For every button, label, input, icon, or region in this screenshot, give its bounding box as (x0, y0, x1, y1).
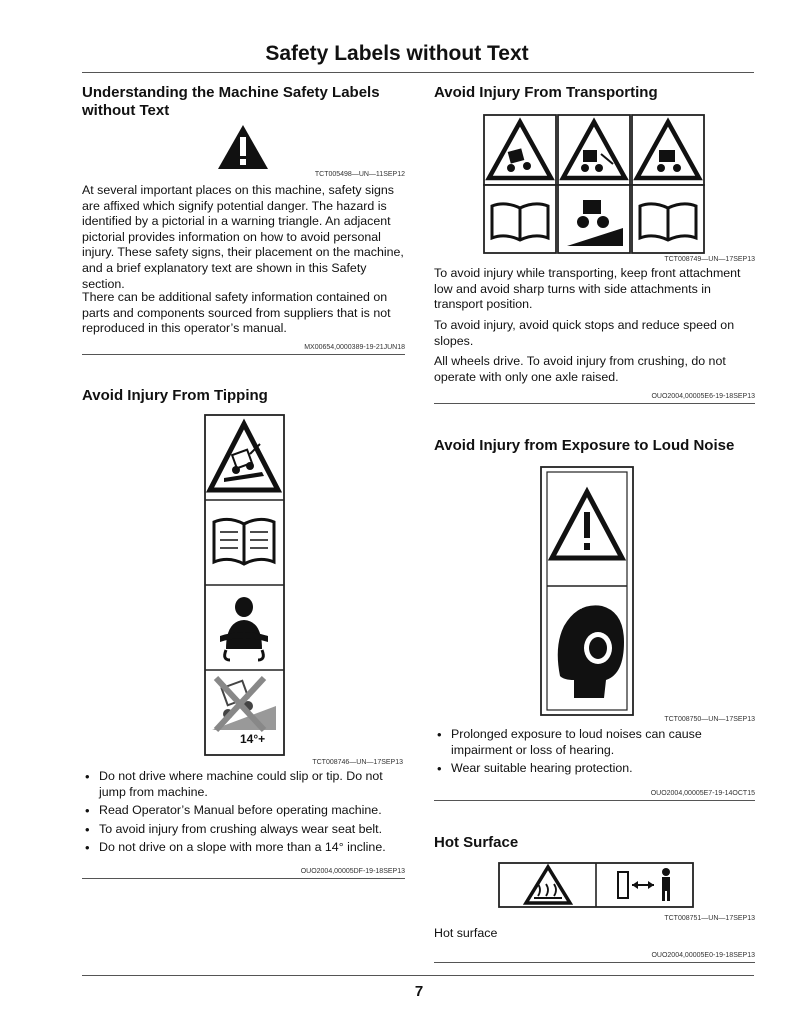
transporting-paragraph-3: All wheels drive. To avoid injury from crushing, do not operate with only one axle raised. (434, 354, 726, 384)
noise-figure-caption: TCT008750—UN—17SEP13 (664, 716, 755, 723)
list-item: • Wear suitable hearing protection. (434, 761, 759, 777)
noise-label-figure (540, 466, 634, 716)
hot-figure-caption: TCT008751—UN—17SEP13 (664, 915, 755, 922)
title-rule (82, 72, 754, 73)
tipping-label-figure (204, 414, 285, 756)
read-manual-icon (640, 204, 696, 240)
transporting-label-figure (483, 114, 705, 254)
read-manual-icon (492, 204, 548, 240)
tipping-rule (82, 878, 405, 879)
noise-ref: OUO2004,00005E7-19-14OCT15 (650, 790, 755, 797)
tipping-figure-caption: TCT008746—UN—17SEP13 (312, 759, 403, 766)
transporting-heading: Avoid Injury From Transporting (434, 84, 658, 101)
hot-rule (434, 962, 755, 963)
understanding-ref: MX00654,0000389-19-21JUN18 (304, 344, 405, 351)
noise-heading: Avoid Injury from Exposure to Loud Noise (434, 437, 735, 454)
understanding-figure-caption: TCT005498—UN—11SEP12 (314, 171, 405, 178)
slope-angle-label: 14°+ (240, 732, 266, 746)
hot-ref: OUO2004,00005E0-19-18SEP13 (651, 952, 755, 959)
transporting-figure-caption: TCT008749—UN—17SEP13 (664, 256, 755, 263)
list-item: • Prolonged exposure to loud noises can cause impairment or loss of hearing. (434, 727, 759, 758)
list-item: • Do not drive on a slope with more than a 14° incline. (82, 840, 407, 856)
transporting-paragraph-1: To avoid injury while transporting, keep front attachment low and avoid sharp turns with side attachments in transport position. (434, 266, 741, 312)
list-item: • Do not drive where machine could slip or tip. Do not jump from machine. (82, 769, 407, 800)
hot-heading: Hot Surface (434, 834, 519, 851)
hot-text: Hot surface (434, 926, 498, 940)
transporting-ref: OUO2004,00005E6-19-18SEP13 (651, 393, 755, 400)
list-item: • Read Operator’s Manual before operating machine. (82, 803, 407, 819)
transporting-rule (434, 403, 755, 404)
general-warning-figure (217, 124, 269, 170)
understanding-paragraph-2: There can be additional safety information contained on parts and components sourced from suppliers that is not reproduced in this operator’s manual. (82, 290, 391, 336)
tipping-ref: OUO2004,00005DF-19-18SEP13 (300, 868, 405, 875)
hot-label-figure (498, 862, 694, 908)
page-number: 7 (414, 983, 424, 1000)
footer-rule (82, 975, 754, 976)
page-title: Safety Labels without Text (265, 42, 529, 65)
understanding-heading: Understanding the Machine Safety Labels without Text (82, 84, 380, 119)
noise-bullet-list (434, 727, 759, 780)
transporting-paragraph-2: To avoid injury, avoid quick stops and reduce speed on slopes. (434, 318, 735, 348)
understanding-paragraph-1: At several important places on this machine, safety signs are affixed which signify potential danger. The hazard is identified by a pictorial in a warning triangle. An adjacent pictorial provides information on how to avoid personal injury. These safety signs, their placement on the machine, and a brief explanatory text are shown in this Safety section. (82, 183, 404, 291)
tipping-heading: Avoid Injury From Tipping (82, 387, 268, 404)
understanding-rule (82, 354, 405, 355)
read-manual-icon (214, 519, 274, 564)
warning-triangle-icon (217, 124, 269, 170)
list-item: • To avoid injury from crushing always wear seat belt. (82, 822, 407, 838)
noise-rule (434, 800, 755, 801)
tipping-bullet-list (82, 769, 407, 859)
